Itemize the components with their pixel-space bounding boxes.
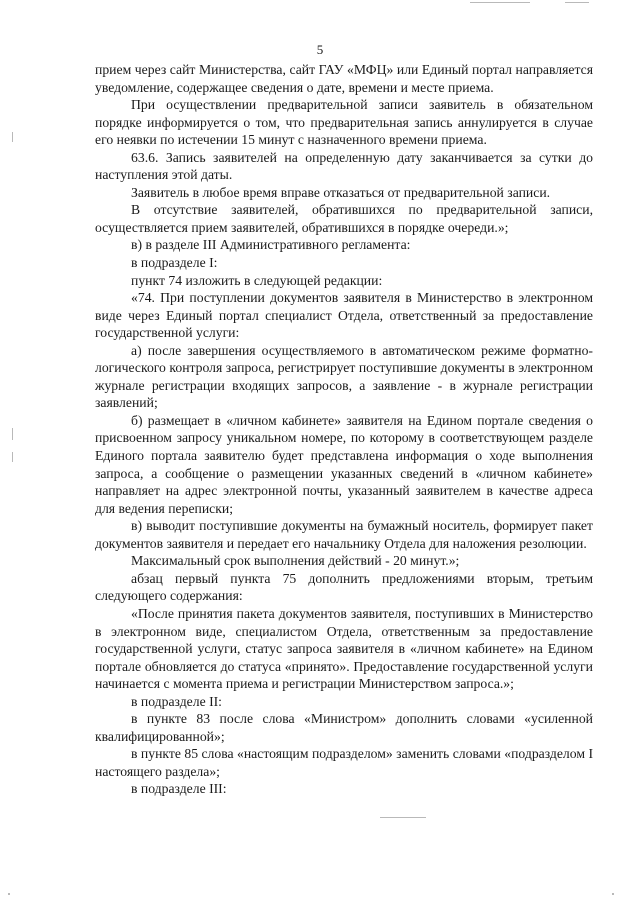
paragraph: Заявитель в любое время вправе отказаться от предварительной записи. [131,184,551,200]
paragraph: в) в разделе III Административного регламента: [131,237,411,253]
scan-mark [8,893,10,895]
document-body [95,61,593,798]
paragraph: В отсутствие заявителей, обратившихся по предварительной записи, осуществляется прием заявителей, обратившихся в порядке очереди.»; [95,202,593,235]
paragraph: в подразделе II: [131,693,222,709]
paragraph: в подразделе I: [131,255,218,271]
paragraph: абзац первый пункта 75 дополнить предложениями вторым, третьим следующего содержания: [95,570,593,604]
paragraph: пункт 74 изложить в следующей редакции: [131,272,383,288]
page-number: 5 [316,42,324,57]
paragraph: При осуществлении предварительной записи заявитель в обязательном порядке информируется о том, что предварительная запись аннулируется в случае его неявки по истечении 15 минут с назначенного времени приема. [95,97,593,148]
paragraph: Максимальный срок выполнения действий - 20 минут.»; [131,553,460,569]
paragraph: «После принятия пакета документов заявителя, поступивших в Министерство в электронном виде, специалистом Отдела, ответственным за предоставление государственной услуги, статус запроса заявителя в «личном кабинете» на Едином портале обновляется до статуса «принято». Предоставление государственной услуги начинается с момента приема и регистрации Министерством запроса.»; [95,605,593,692]
paragraph: прием через сайт Министерства, сайт ГАУ «МФЦ» или Единый портал направляется уведомление, содержащее сведения о дате, времени и месте приема. [95,62,593,95]
paragraph: в пункте 83 после слова «Министром» дополнить словами «усиленной квалифицированной»; [95,711,593,744]
paragraph: в пункте 85 слова «настоящим подразделом» заменить словами «подразделом I настоящего раздела»; [95,746,593,779]
scan-mark [380,817,426,818]
paragraph: «74. При поступлении документов заявителя в Министерство в электронном виде через Единый портал специалист Отдела, ответственный за предоставление государственной услуги: [95,290,593,341]
paragraph: а) после завершения осуществляемого в автоматическом режиме форматно-логического контроля запроса, регистрирует поступившие документы в электронном журнале регистрации входящих запросов, а заявление - в журнале регистрации заявлений; [95,342,593,411]
scan-mark [12,428,13,440]
scan-mark [12,132,13,142]
scan-mark [565,2,589,3]
paragraph: 63.6. Запись заявителей на определенную дату заканчивается за сутки до наступления этой даты. [95,149,593,183]
scan-mark [470,2,530,3]
scan-mark [612,893,614,895]
paragraph: б) размещает в «личном кабинете» заявителя на Едином портале сведения о присвоенном запросу уникальном номере, по которому в соответствующем разделе Единого портала заявителю будет представлена информация о ходе выполнения запроса, а сообщение о размещении указанных сведений в «личном кабинете» направляет на адрес электронной почты, указанный заявителем в качестве адреса для ведения переписки; [95,412,593,516]
scan-mark [12,452,13,462]
paragraph: в) выводит поступившие документы на бумажный носитель, формирует пакет документов заявителя и передает его начальнику Отдела для наложения резолюции. [95,518,593,551]
paragraph: в подразделе III: [131,781,227,797]
